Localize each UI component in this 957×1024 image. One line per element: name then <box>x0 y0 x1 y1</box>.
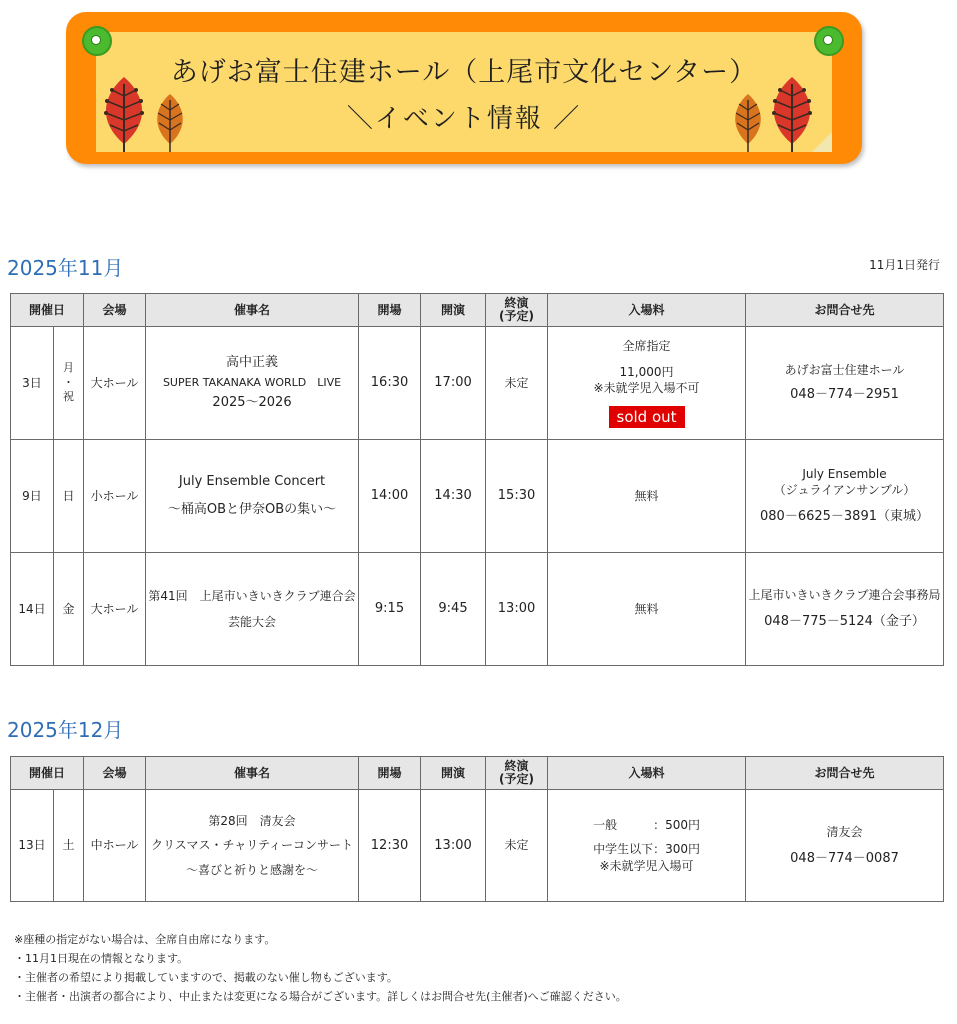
event-venue: 中ホール <box>84 790 146 902</box>
event-day: 9日 <box>11 440 54 553</box>
month-heading-december: 2025年12月 <box>7 718 124 742</box>
event-weekday: 月 ・ 祝 <box>54 327 84 440</box>
footnote: ※座種の指定がない場合は、全席自由席になります。 <box>14 933 276 946</box>
event-open-time: 12:30 <box>359 790 421 902</box>
table-row <box>11 790 944 902</box>
footnote: ・主催者の希望により掲載していますので、掲載のない催し物もございます。 <box>14 971 398 984</box>
table-header-row <box>11 294 944 327</box>
event-day: 3日 <box>11 327 54 440</box>
event-day: 13日 <box>11 790 54 902</box>
event-weekday: 土 <box>54 790 84 902</box>
footnote: ・主催者・出演者の都合により、中止または変更になる場合がございます。詳しくはお問合せ先(主催者)へご確認ください。 <box>14 990 627 1003</box>
header-fee: 入場料 <box>548 294 746 327</box>
table-row <box>11 440 944 553</box>
event-fee: 無料 <box>548 440 746 553</box>
footnotes <box>14 930 627 1006</box>
table-header-row <box>11 757 944 790</box>
banner-title: あげお富士住建ホール（上尾市文化センター） <box>170 57 758 88</box>
header-banner <box>66 12 862 164</box>
event-open-time: 9:15 <box>359 553 421 666</box>
event-fee: 全席指定 11,000円 ※未就学児入場不可 sold out <box>548 327 746 440</box>
event-weekday: 日 <box>54 440 84 553</box>
header-fee: 入場料 <box>548 757 746 790</box>
events-table-december <box>10 756 944 902</box>
header-open: 開場 <box>359 757 421 790</box>
header-event: 催事名 <box>146 757 359 790</box>
event-fee: 一般 ：500円 中学生以下：300円 ※未就学児入場可 <box>548 790 746 902</box>
header-open: 開場 <box>359 294 421 327</box>
event-contact: 清友会 048－774－0087 <box>746 790 944 902</box>
header-start: 開演 <box>421 757 486 790</box>
event-contact: 上尾市いきいきクラブ連合会事務局 048－775－5124（金子） <box>746 553 944 666</box>
event-end-time: 未定 <box>486 327 548 440</box>
event-name: July Ensemble Concert ～桶高OBと伊奈OBの集い～ <box>146 440 359 553</box>
event-contact: あげお富士住建ホール 048－774－2951 <box>746 327 944 440</box>
event-name: 高中正義 SUPER TAKANAKA WORLD LIVE 2025～2026 <box>146 327 359 440</box>
event-start-time: 9:45 <box>421 553 486 666</box>
event-open-time: 14:00 <box>359 440 421 553</box>
event-venue: 大ホール <box>84 327 146 440</box>
event-end-time: 15:30 <box>486 440 548 553</box>
banner-subtitle: ＼イベント情報 ／ <box>346 104 582 134</box>
event-end-time: 未定 <box>486 790 548 902</box>
event-open-time: 16:30 <box>359 327 421 440</box>
event-name: 第28回 清友会 クリスマス・チャリティーコンサート ～喜びと祈りと感謝を～ <box>146 790 359 902</box>
event-start-time: 14:30 <box>421 440 486 553</box>
header-date: 開催日 <box>11 294 84 327</box>
event-end-time: 13:00 <box>486 553 548 666</box>
event-venue: 小ホール <box>84 440 146 553</box>
header-contact: お問合せ先 <box>746 757 944 790</box>
table-row <box>11 327 944 440</box>
header-venue: 会場 <box>84 757 146 790</box>
event-weekday: 金 <box>54 553 84 666</box>
header-start: 開演 <box>421 294 486 327</box>
events-table-november <box>10 293 944 666</box>
header-date: 開催日 <box>11 757 84 790</box>
header-venue: 会場 <box>84 294 146 327</box>
event-contact: July Ensemble （ジュライアンサンブル） 080－6625－3891（東城） <box>746 440 944 553</box>
event-fee: 無料 <box>548 553 746 666</box>
header-contact: お問合せ先 <box>746 294 944 327</box>
event-start-time: 13:00 <box>421 790 486 902</box>
header-event: 催事名 <box>146 294 359 327</box>
event-day: 14日 <box>11 553 54 666</box>
table-row <box>11 553 944 666</box>
month-heading-november: 2025年11月 <box>7 256 124 280</box>
sold-out-badge: sold out <box>609 406 685 428</box>
footnote: ・11月1日現在の情報となります。 <box>14 952 189 965</box>
event-name: 第41回 上尾市いきいきクラブ連合会 芸能大会 <box>146 553 359 666</box>
header-end: 終演 (予定) <box>486 757 548 790</box>
event-start-time: 17:00 <box>421 327 486 440</box>
event-venue: 大ホール <box>84 553 146 666</box>
header-end: 終演 (予定) <box>486 294 548 327</box>
issue-date: 11月1日発行 <box>869 258 940 272</box>
